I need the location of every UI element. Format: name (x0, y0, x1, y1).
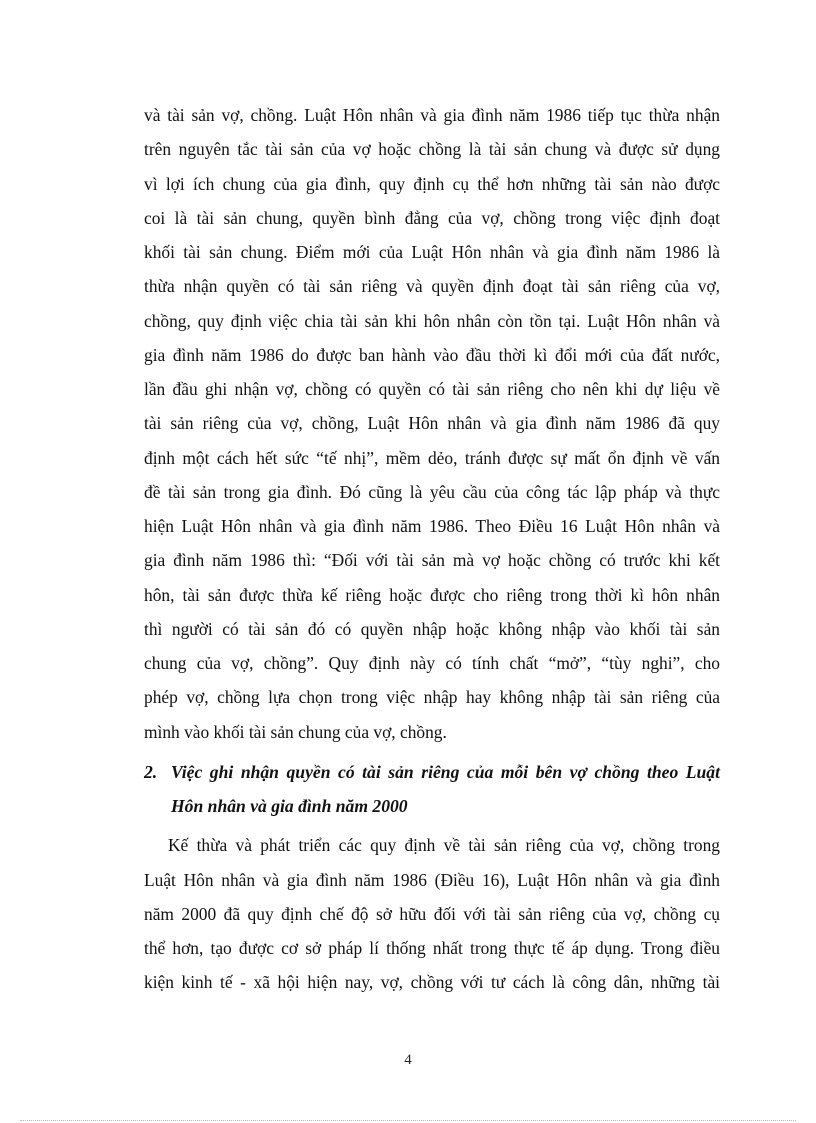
text-line: chồng, quy định việc chia tài sản khi hôn nhân còn tồn tại. Luật Hôn nhân và (144, 310, 720, 331)
text-line: vì lợi ích chung của gia đình, quy định cụ thể hơn những tài sản nào được (144, 173, 720, 194)
text-line: hôn, tài sản được thừa kế riêng hoặc được cho riêng trong thời kì hôn nhân (144, 584, 720, 605)
text-line: gia đình năm 1986 thì: “Đối với tài sản mà vợ hoặc chồng có trước khi kết (144, 550, 720, 571)
text-line: thì người có tài sản đó có quyền nhập hoặc không nhập vào khối tài sản (144, 618, 720, 639)
document-body (144, 98, 720, 1000)
text-line: phép vợ, chồng lựa chọn trong việc nhập hay không nhập tài sản riêng của (144, 687, 720, 708)
text-line: coi là tài sản chung, quyền bình đẳng của vợ, chồng trong việc định đoạt (144, 207, 720, 228)
text-line: đề tài sản trong gia đình. Đó cũng là yêu cầu của công tác lập pháp và thực (144, 481, 720, 502)
text-line: chung của vợ, chồng”. Quy định này có tính chất “mở”, “tùy nghi”, cho (144, 653, 720, 673)
text-line: gia đình năm 1986 do được ban hành vào đầu thời kì đổi mới của đất nước, (144, 344, 720, 365)
text-line: tài sản riêng của vợ, chồng, Luật Hôn nhân và gia đình năm 1986 đã quy (144, 413, 720, 434)
text-line: thừa nhận quyền có tài sản riêng và quyền định đoạt tài sản riêng của vợ, (144, 276, 720, 297)
section-heading (144, 755, 720, 824)
heading-line-2: Hôn nhân và gia đình năm 2000 (171, 796, 408, 816)
text-line: khối tài sản chung. Điểm mới của Luật Hôn nhân và gia đình năm 1986 là (144, 242, 720, 262)
page-bottom-divider (20, 1120, 796, 1121)
text-line: kiện kinh tế - xã hội hiện nay, vợ, chồng với tư cách là công dân, những tài (144, 972, 720, 993)
text-line: năm 2000 đã quy định chế độ sở hữu đối với tài sản riêng của vợ, chồng cụ (144, 903, 720, 924)
text-line: Luật Hôn nhân và gia đình năm 1986 (Điều 16), Luật Hôn nhân và gia đình (144, 869, 720, 890)
heading-text: Việc ghi nhận quyền có tài sản riêng của mỗi bên vợ chồng theo Luật (171, 761, 720, 782)
text-line: mình vào khối tài sản chung của vợ, chồng. (144, 721, 447, 742)
text-line: thể hơn, tạo được cơ sở pháp lí thống nhất trong thực tế áp dụng. Trong điều (144, 938, 720, 958)
page-number: 4 (404, 1052, 412, 1068)
text-line: trên nguyên tắc tài sản của vợ hoặc chồng là tài sản chung và được sử dụng (144, 139, 720, 160)
text-line: và tài sản vợ, chồng. Luật Hôn nhân và gia đình năm 1986 tiếp tục thừa nhận (144, 105, 720, 125)
text-line: Kế thừa và phát triển các quy định về tài sản riêng của vợ, chồng trong (168, 835, 720, 856)
paragraph-2 (144, 828, 720, 999)
heading-number: 2. (144, 761, 158, 782)
text-line: hiện Luật Hôn nhân và gia đình năm 1986. Theo Điều 16 Luật Hôn nhân và (144, 516, 720, 536)
text-line: lần đầu ghi nhận vợ, chồng có quyền có tài sản riêng cho nên khi dự liệu về (144, 379, 720, 399)
paragraph-1 (144, 98, 720, 749)
heading-line-1 (144, 755, 720, 789)
text-line: định một cách hết sức “tế nhị”, mềm dẻo, tránh được sự mất ổn định về vấn (144, 447, 720, 468)
